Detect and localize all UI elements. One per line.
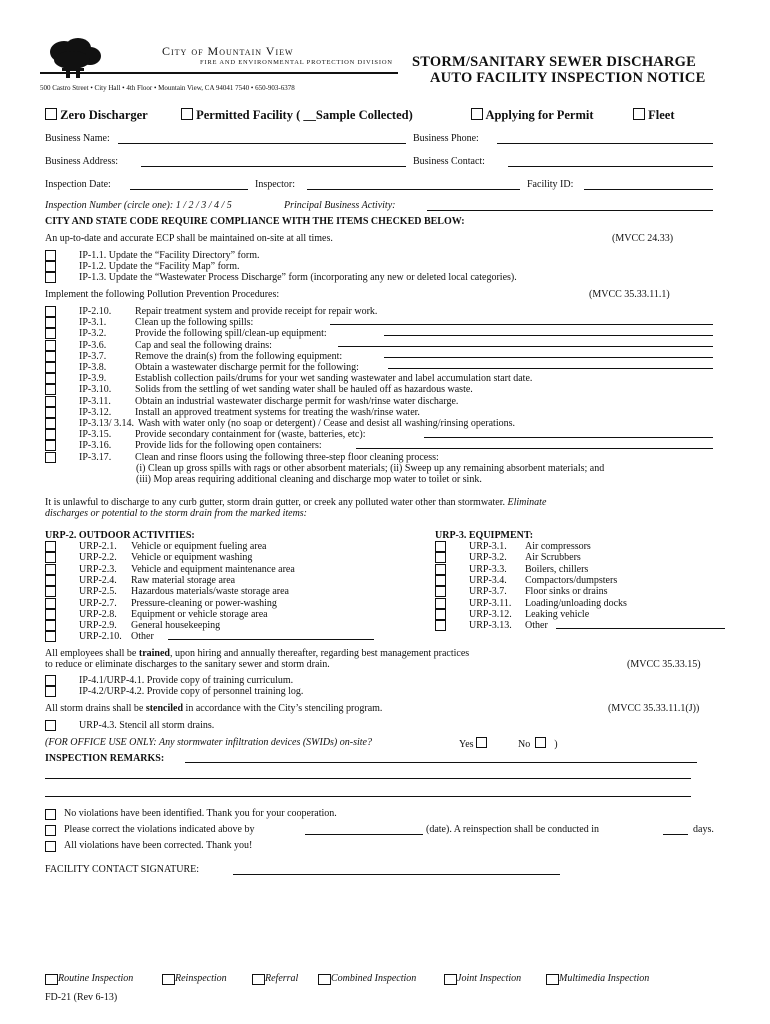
pollution-checkbox[interactable] [45,396,56,407]
corrected-text: All violations have been corrected. Thank you! [64,840,253,851]
pollution-item-code: IP-3.7. [79,351,107,362]
outdoor-item-text: General housekeeping [131,620,221,631]
outdoor-item-text: Vehicle or equipment washing [131,552,253,563]
pollution-checkbox[interactable] [45,407,56,418]
outdoor-item-text: Pressure-cleaning or power-washing [131,598,277,609]
equipment-item-code: URP-3.7. [469,586,507,597]
outdoor-checkbox[interactable] [45,598,56,609]
outdoor-item [79,575,235,586]
drains-field[interactable] [338,346,713,347]
correct-by-date-field[interactable] [305,834,423,835]
business-contact-label: Business Contact: [413,156,485,167]
correct-violations-text-c: days. [693,824,714,835]
business-contact-field[interactable] [508,166,713,167]
outdoor-item-code: URP-2.5. [79,586,117,597]
pollution-checkbox[interactable] [45,384,56,395]
pollution-item-code: IP-3.8. [79,362,107,373]
pollution-item [79,396,458,407]
secondary-containment-field[interactable] [424,437,713,438]
outdoor-item [79,586,289,597]
outdoor-item [79,609,268,620]
equipment-item [469,564,588,575]
inspector-field[interactable] [307,189,520,190]
zero-discharger-label: Zero Discharger [60,108,148,122]
pollution-checkbox[interactable] [45,418,56,429]
training-item: IP-4.1/URP-4.1. Provide copy of training curriculum. [79,675,294,686]
pollution-checkbox[interactable] [45,328,56,339]
outdoor-item-code: URP-2.8. [79,609,117,620]
stencil-code: (MVCC 35.33.11.1(J)) [608,703,700,714]
equipment-item [469,620,548,631]
pollution-code: (MVCC 35.33.11.1) [589,289,670,300]
pollution-checkbox[interactable] [45,351,56,362]
form-id: FD-21 (Rev 6-13) [45,992,118,1003]
facility-type-row [45,108,148,123]
outdoor-item-text: Vehicle and equipment maintenance area [131,564,295,575]
compliance-heading: CITY AND STATE CODE REQUIRE COMPLIANCE WITH THE ITEMS CHECKED BELOW: [45,216,465,227]
outdoor-checkbox[interactable] [45,564,56,575]
remarks-line-1[interactable] [185,762,697,763]
swid-no-checkbox[interactable] [535,737,546,748]
training-text-a: All employees shall be [45,648,139,659]
business-address-label: Business Address: [45,156,119,167]
equipment-checkbox[interactable] [435,598,446,609]
pollution-item [79,373,532,384]
outdoor-item-text: Vehicle or equipment fueling area [131,541,267,552]
outdoor-item-code: URP-2.1. [79,541,117,552]
pollution-item [79,440,322,451]
correct-violations-text-a: Please correct the violations indicated above by [64,824,255,835]
equipment-item [469,598,627,609]
office-yes-label: Yes [459,739,474,750]
training-code: (MVCC 35.33.15) [627,659,701,670]
outdoor-item-code: URP-2.2. [79,552,117,563]
inspection-type-label: Reinspection [175,973,227,984]
pollution-item [79,317,253,328]
inspection-type-checkbox[interactable] [252,974,265,985]
pollution-item-text: Clean up the following spills: [135,317,254,328]
pollution-item-code: IP-3.6. [79,340,107,351]
inspection-type-checkbox[interactable] [45,974,58,985]
pollution-item-text: Cap and seal the following drains: [135,340,272,351]
office-question: (FOR OFFICE USE ONLY: Any stormwater infiltration devices (SWIDs) on-site? [45,737,372,748]
inspection-type-label: Multimedia Inspection [559,973,650,984]
equipment-item-code: URP-3.3. [469,564,507,575]
open-containers-field[interactable] [356,448,713,449]
principal-activity-field[interactable] [427,210,713,211]
spill-equipment-field[interactable] [384,335,713,336]
outdoor-item-code: URP-2.3. [79,564,117,575]
equipment-item-text: Air compressors [525,541,591,552]
pollution-item-text: Establish collection pails/drums for your wet sanding wastewater and label accumulation start date. [135,373,533,384]
training-checkbox-1[interactable] [45,675,56,686]
floor-step-1-2: (i) Clean up gross spills with rags or other absorbent materials; (ii) Sweep up any remaining absorbent materials; and [136,463,605,474]
fleet-checkbox[interactable] [633,108,645,120]
equipment-item-text: Leaking vehicle [525,609,590,620]
outdoor-item-code: URP-2.10. [79,631,122,642]
applying-permit-checkbox[interactable] [471,108,483,120]
spills-field[interactable] [330,324,713,325]
floor-step-3: (iii) Mop areas requiring additional cleaning and discharge mop water to toilet or sink. [136,474,482,485]
equipment-item [469,575,617,586]
equipment-item-code: URP-3.11. [469,598,512,609]
business-address-field[interactable] [141,166,406,167]
equipment-item [469,586,608,597]
equipment-item-code: URP-3.12. [469,609,512,620]
equipment-checkbox[interactable] [435,541,446,552]
pollution-item-code: IP-3.13/ 3.14. [79,418,134,429]
pollution-item-code: IP-3.15. [79,429,112,440]
outdoor-checkbox[interactable] [45,631,56,642]
outdoor-checkbox[interactable] [45,575,56,586]
outdoor-item-text: Equipment or vehicle storage area [131,609,268,620]
equipment-item-code: URP-3.4. [469,575,507,586]
zero-discharger-checkbox[interactable] [45,108,57,120]
pollution-item-code: IP-3.1. [79,317,107,328]
outdoor-item [79,552,252,563]
tree-logo-icon [44,38,104,82]
equipment-heading: URP-3. EQUIPMENT: [435,530,534,541]
pollution-item-text: Repair treatment system and provide receipt for repair work. [135,306,378,317]
outdoor-checkbox[interactable] [45,586,56,597]
ecp-item: IP-1.1. Update the “Facility Directory” form. [79,250,260,261]
unlawful-italic: Eliminate [507,497,547,508]
city-address: 500 Castro Street • City Hall • 4th Floor • Mountain View, CA 94041 7540 • 650-903-6378 [40,84,295,92]
signature-label: FACILITY CONTACT SIGNATURE: [45,864,200,875]
pollution-item-text: Clean and rinse floors using the following three-step floor cleaning process: [135,452,439,463]
stencil-text-a: All storm drains shall be [45,703,146,714]
inspection-date-field[interactable] [130,189,248,190]
remarks-line-2[interactable] [45,778,691,779]
pollution-item-code: IP-3.16. [79,440,112,451]
pollution-item [79,452,439,463]
outdoor-item-code: URP-2.4. [79,575,117,586]
form-title-line1: STORM/SANITARY SEWER DISCHARGE [412,54,696,70]
pollution-checkbox[interactable] [45,429,56,440]
outdoor-item [79,620,220,631]
ecp-checkbox-1[interactable] [45,250,56,261]
inspection-type-label: Combined Inspection [331,973,417,984]
ecp-checkbox-2[interactable] [45,261,56,272]
equipment-item-code: URP-3.13. [469,620,512,631]
training-checkbox-2[interactable] [45,686,56,697]
pollution-item-text: Obtain a wastewater discharge permit for the following: [135,362,359,373]
pollution-item-code: IP-3.9. [79,373,107,384]
stencil-text-c: in accordance with the City’s stenciling program. [183,703,383,714]
stencil-checkbox[interactable] [45,720,56,731]
outdoor-checkbox[interactable] [45,552,56,563]
permitted-facility-checkbox[interactable] [181,108,193,120]
equipment-item [469,609,589,620]
pollution-item-code: IP-3.17. [79,452,112,463]
principal-activity-label: Principal Business Activity: [284,200,396,211]
pollution-item-text: Provide secondary containment for (waste, batteries, etc): [135,429,366,440]
inspection-type-label: Joint Inspection [457,973,522,984]
training-line2: to reduce or eliminate discharges to the sanitary sewer and storm drain. [45,659,330,670]
fleet-label: Fleet [648,108,675,122]
permitted-facility-label: Permitted Facility ( __Sample Collected) [196,108,413,122]
equipment-item-text: Compactors/dumpsters [525,575,618,586]
outdoor-item-text: Other [131,631,154,642]
office-no-label: No [518,739,531,750]
pollution-checkbox[interactable] [45,440,56,451]
unlawful-main: It is unlawful to discharge to any curb gutter, storm drain gutter, or creek any polluted water other than stormwater. [45,497,505,508]
equipment-item [469,552,581,563]
pollution-item [79,351,342,362]
equipment-checkbox[interactable] [435,552,446,563]
outdoor-heading: URP-2. OUTDOOR ACTIVITIES: [45,530,195,541]
unlawful-italic-line2: discharges or potential to the storm drain from the marked items: [45,508,308,519]
pollution-item-code: IP-3.12. [79,407,112,418]
facility-id-label: Facility ID: [527,179,574,190]
ecp-checkbox-3[interactable] [45,272,56,283]
business-phone-field[interactable] [497,143,713,144]
pollution-checkbox[interactable] [45,452,56,463]
pollution-item-text: Install an approved treatment systems for treating the wash/rinse water. [135,407,420,418]
office-close: ) [554,739,558,750]
inspection-type-checkbox[interactable] [318,974,331,985]
outdoor-other-field[interactable] [168,639,374,640]
stencil-text [45,703,382,714]
pollution-item [79,328,327,339]
outdoor-item [79,541,267,552]
equipment-checkbox[interactable] [435,609,446,620]
outdoor-item-code: URP-2.9. [79,620,117,631]
pollution-item-text: Provide lids for the following open containers: [135,440,322,451]
equipment-item-text: Other [525,620,548,631]
pollution-checkbox[interactable] [45,306,56,317]
pollution-item [79,362,359,373]
form-title-line2: AUTO FACILITY INSPECTION NOTICE [430,70,706,86]
division-name: FIRE AND ENVIRONMENTAL PROTECTION DIVISION [200,59,393,66]
applying-permit-label: Applying for Permit [485,108,594,122]
equipment-item-text: Boilers, chillers [525,564,589,575]
pollution-item [79,407,420,418]
outdoor-checkbox[interactable] [45,620,56,631]
outdoor-item [79,564,295,575]
no-violations-checkbox[interactable] [45,809,56,820]
ecp-item: IP-1.2. Update the “Facility Map” form. [79,261,240,272]
business-name-label: Business Name: [45,133,110,144]
training-item: IP-4.2/URP-4.2. Provide copy of personnel training log. [79,686,304,697]
pollution-checkbox[interactable] [45,362,56,373]
training-bold: trained [138,648,170,659]
remarks-label: INSPECTION REMARKS: [45,753,165,764]
business-phone-label: Business Phone: [413,133,479,144]
drain-equipment-field[interactable] [384,357,713,358]
equipment-item-code: URP-3.2. [469,552,507,563]
business-name-field[interactable] [118,143,406,144]
swid-yes-checkbox[interactable] [476,737,487,748]
facility-id-field[interactable] [584,189,713,190]
pollution-item-code: IP-2.10. [79,306,112,317]
pollution-checkbox[interactable] [45,340,56,351]
equipment-checkbox[interactable] [435,575,446,586]
outdoor-item [79,631,154,642]
inspection-type-label: Referral [265,973,299,984]
inspection-number-label[interactable]: Inspection Number (circle one): 1 / 2 / 3 / 4 / 5 [45,200,232,211]
outdoor-item [79,598,277,609]
stencil-item: URP-4.3. Stencil all storm drains. [79,720,215,731]
signature-field[interactable] [233,874,560,875]
pollution-item [79,429,365,440]
pollution-item-text: Provide the following spill/clean-up equipment: [135,328,327,339]
pollution-item-text: Obtain an industrial wastewater discharge permit for wash/rinse water discharge. [135,396,459,407]
office-yes [459,737,487,750]
city-logo [40,38,400,86]
ecp-code: (MVCC 24.33) [612,233,674,244]
pollution-item [79,340,272,351]
inspection-type-checkbox[interactable] [546,974,559,985]
pollution-item-text: Solids from the settling of wet sanding water shall be hauled off as hazardous waste. [135,384,473,395]
inspection-date-label: Inspection Date: [45,179,111,190]
permit-field[interactable] [388,368,713,369]
inspection-type-label: Routine Inspection [58,973,134,984]
pollution-checkbox[interactable] [45,317,56,328]
equipment-item [469,541,591,552]
outdoor-item-text: Hazardous materials/waste storage area [131,586,289,597]
office-use-text [45,737,372,748]
equipment-item-text: Loading/unloading docks [525,598,627,609]
inspection-type-checkbox[interactable] [162,974,175,985]
pollution-text: Implement the following Pollution Prevention Procedures: [45,289,280,300]
equipment-item-code: URP-3.1. [469,541,507,552]
pollution-item [79,418,515,429]
outdoor-checkbox[interactable] [45,609,56,620]
office-no [518,737,558,750]
pollution-checkbox[interactable] [45,373,56,384]
stencil-bold: stenciled [145,703,184,714]
outdoor-item-text: Raw material storage area [131,575,236,586]
header-rule [40,72,398,74]
unlawful-text [45,497,546,508]
equipment-checkbox[interactable] [435,620,446,631]
no-violations-text: No violations have been identified. Thank you for your cooperation. [64,808,337,819]
pollution-item [79,306,377,317]
training-text [45,648,469,659]
equipment-checkbox[interactable] [435,586,446,597]
inspector-label: Inspector: [255,179,295,190]
equipment-item-text: Air Scrubbers [525,552,581,563]
correct-violations-checkbox[interactable] [45,825,56,836]
remarks-line-3[interactable] [45,796,691,797]
ecp-item: IP-1.3. Update the “Wastewater Process Discharge” form (incorporating any new or deleted local categories). [79,272,517,283]
outdoor-checkbox[interactable] [45,541,56,552]
pollution-item-code: IP-3.10. [79,384,112,395]
pollution-item [79,384,473,395]
city-name: City of Mountain View [162,44,294,58]
corrected-checkbox[interactable] [45,841,56,852]
pollution-item-text: Wash with water only (no soap or detergent) / Cease and desist all washing/rinsing operations. [138,418,515,429]
training-text-c: , upon hiring and annually thereafter, regarding best management practices [169,648,470,659]
equipment-checkbox[interactable] [435,564,446,575]
correct-violations-text-b: (date). A reinspection shall be conducted in [426,824,600,835]
reinspection-days-field[interactable] [663,834,688,835]
pollution-item-code: IP-3.11. [79,396,111,407]
outdoor-item-code: URP-2.7. [79,598,117,609]
pollution-item-text: Remove the drain(s) from the following equipment: [135,351,343,362]
equipment-other-field[interactable] [556,628,725,629]
equipment-item-text: Floor sinks or drains [525,586,608,597]
pollution-item-code: IP-3.2. [79,328,107,339]
ecp-text: An up-to-date and accurate ECP shall be maintained on-site at all times. [45,233,333,244]
inspection-type-checkbox[interactable] [444,974,457,985]
